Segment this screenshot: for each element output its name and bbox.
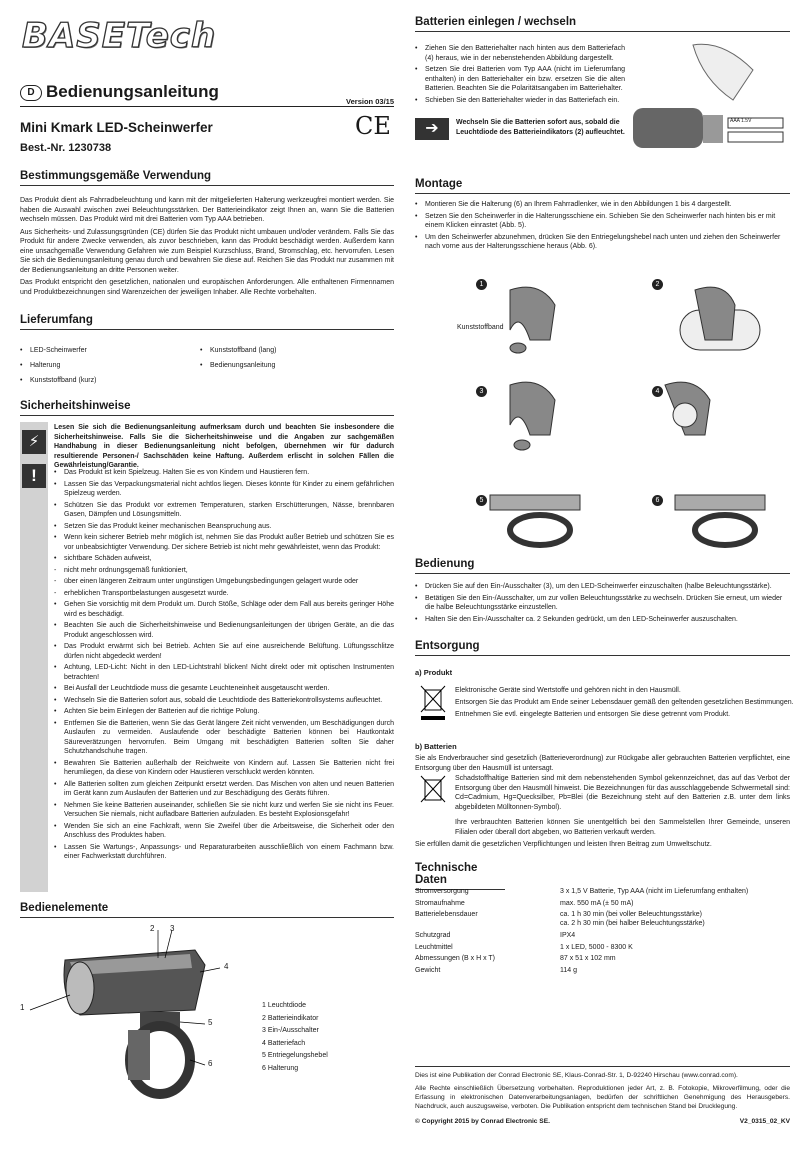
lieferumfang-list-2 — [200, 344, 380, 374]
list-item: • Kunststoffband (kurz) — [20, 374, 190, 387]
list-item: - nicht mehr ordnungsgemäß funktioniert, — [54, 566, 394, 576]
callout-6: 6 — [208, 1059, 213, 1068]
safety-sublist — [54, 554, 394, 598]
fig-number: 6 — [652, 495, 663, 506]
legend-item: 6 Halterung — [262, 1064, 299, 1072]
list-item: • Schützen Sie das Produkt vor extremen Temperaturen, starken Erschütterungen, Nässe, brennbaren Gasen, Dämpfen und Lösungsmitteln. — [54, 501, 394, 520]
section-title-batterien: Batterien einlegen / wechseln — [415, 16, 790, 32]
footer-copyright-row — [415, 1117, 790, 1126]
section-title-montage: Montage — [415, 178, 790, 194]
language-badge: D — [20, 85, 42, 101]
lieferumfang-list-1 — [20, 344, 190, 389]
battery-note: Wechseln Sie die Batterien sofort aus, sobald die Leuchtdiode des Batterieindikators (2) aufleuchtet. — [456, 119, 625, 136]
list-item: • Achtung, LED-Licht: Nicht in den LED-Lichtstrahl blicken! Nicht direkt oder mit optischen Instrumenten betrachten! — [54, 663, 394, 682]
entsorgung-b-title: b) Batterien — [415, 742, 457, 751]
mount-illustrations — [470, 280, 770, 550]
trash-bin-icon — [419, 684, 449, 724]
fig-number: 3 — [476, 386, 487, 397]
tech-key: Abmessungen (B x H x T) — [415, 955, 496, 962]
entsorgung-a-title: a) Produkt — [415, 668, 453, 677]
list-item: • Das Produkt erwärmt sich bei Betrieb. Achten Sie auf eine ausreichende Belüftung. Lüftungsschlitze dürfen nicht abgedeckt werden! — [54, 642, 394, 661]
text-line: Entsorgen Sie das Produkt am Ende seiner Lebensdauer gemäß den geltenden gesetzlichen Bestimmungen. — [455, 699, 794, 706]
list-item: • Lassen Sie Wartungs-, Anpassungs- und Reparaturarbeiten ausschließlich von einem Fachmann bzw. einer Fachwerkstatt durchführen. — [54, 843, 394, 862]
ce-mark: CE — [355, 112, 391, 140]
tech-table — [415, 888, 775, 978]
callout-4: 4 — [224, 962, 229, 971]
list-item: • Lassen Sie das Verpackungsmaterial nicht achtlos liegen. Dieses könnte für Kinder zu einem gefährlichen Spielzeug werden. — [54, 480, 394, 499]
table-row — [415, 955, 775, 967]
section-title-bestimmung: Bestimmungsgemäße Verwendung — [20, 170, 394, 186]
list-item: • LED-Scheinwerfer — [20, 344, 190, 357]
legend-item: 3 Ein-/Ausschalter — [262, 1027, 319, 1034]
tech-key: Schutzgrad — [415, 932, 451, 939]
section-title-bedienelemente: Bedienelemente — [20, 902, 394, 918]
legend-item: 4 Batteriefach — [262, 1039, 306, 1047]
safety-sidebar — [20, 422, 48, 892]
list-item: • Setzen Sie das Produkt keiner mechanischen Beanspruchung aus. — [54, 522, 394, 532]
tech-key: Stromversorgung — [415, 888, 469, 895]
list-item: • Wenden Sie sich an eine Fachkraft, wenn Sie Zweifel über die Arbeitsweise, die Sicherheit oder den Anschluss des Produktes haben. — [54, 822, 394, 841]
footer-line-2: Alle Rechte einschließlich Übersetzung vorbehalten. Reproduktionen jeder Art, z. B. Fotokopie, Mikroverfilmung, oder die Erfassung in elektronischen Datenverarbeitungsanlagen, bedürfen der schriftlichen Genehmigung des Herausgebers. Nachdruck, auch auszugsweise, verboten. Die Publikation entspricht dem technischen Stand bei Drucklegung. — [415, 1085, 790, 1110]
list-item: • Wechseln Sie die Batterien sofort aus, sobald die Leuchtdiode des Batteriekontrollsystems aufleuchtet. — [54, 696, 394, 706]
entsorgung-b-icon-text: Schadstoffhaltige Batterien sind mit dem nebenstehenden Symbol gekennzeichnet, das auf das Verbot der Entsorgung über den Hausmüll hinweist. Die Bezeichnungen für das ausschlaggebende Schwermetall sind: Cd=Cadmium, Hg=Quecksilber, Pb=Blei (die Bezeichnung steht auf den Batterien z.B. unter dem links abgebildeten Mülltonnen-Symbol). — [455, 775, 790, 811]
footer-line-1: Dies ist eine Publikation der Conrad Electronic SE, Klaus-Conrad-Str. 1, D-92240 Hirschau (www.conrad.com). — [415, 1072, 738, 1079]
tech-key: Gewicht — [415, 966, 441, 974]
list-item: • Achten Sie beim Einlegen der Batterien auf die richtige Polung. — [54, 707, 394, 717]
section-title-bedienung: Bedienung — [415, 558, 790, 574]
section-title-entsorgung: Entsorgung — [415, 640, 790, 656]
tech-value: max. 550 mA (± 50 mA) — [560, 899, 634, 907]
table-row — [415, 911, 775, 932]
copyright: © Copyright 2015 by Conrad Electronic SE. — [415, 1118, 550, 1125]
lamp-illustration — [20, 920, 260, 1100]
callout-3: 3 — [170, 924, 175, 933]
entsorgung-b-final: Sie erfüllen damit die gesetzlichen Verpflichtungen und leisten Ihren Beitrag zum Umweltschutz. — [415, 841, 712, 848]
fig-number: 2 — [652, 279, 663, 290]
sub-list-wrapper — [54, 554, 394, 598]
page-title: Bedienungsanleitung — [46, 82, 219, 101]
list-item: • Wenn kein sicherer Betrieb mehr möglich ist, nehmen Sie das Produkt außer Betrieb und schützen Sie es vor unbeabsichtigter Verwendung. Der sichere Betrieb ist nicht mehr gewährleistet, wenn das Produkt: — [54, 533, 394, 552]
list-item: - • sichtbare Schäden aufweist, — [54, 554, 394, 564]
section-title-technik: Technische Daten — [415, 862, 505, 890]
publication-footer — [415, 1066, 790, 1126]
list-item: • Nehmen Sie keine Batterien auseinander, schließen Sie sie nicht kurz und werfen Sie sie nicht ins Feuer. Versuchen Sie niemals, nicht aufladbare Batterien aufzuladen. Es besteht Explosionsgefahr! — [54, 801, 394, 820]
battery-trash-icon — [419, 774, 449, 814]
bestimmung-text — [20, 196, 394, 297]
tech-value: 3 x 1,5 V Batterie, Typ AAA (nicht im Lieferumfang enthalten) — [560, 888, 749, 895]
list-item: • Setzen Sie den Scheinwerfer in die Halterungsschiene ein. Schieben Sie den Scheinwerfer nach hinten bis er mit einem Klicken einrastet (Abb. 5). — [415, 212, 790, 231]
order-number: Best.-Nr. 1230738 — [20, 142, 112, 154]
entsorgung-b-return: Ihre verbrauchten Batterien können Sie unentgeltlich bei den Sammelstellen Ihrer Gemeinde, unseren Filialen oder überall dort abgeben, wo Batterien verkauft werden. — [455, 819, 790, 836]
battery-illustration — [633, 40, 793, 170]
list-item: • Betätigen Sie den Ein-/Ausschalter, um zur vollen Beleuchtungsstärke zu wechseln. Drücken Sie erneut, um wieder die halbe Beleuchtungsstärke einzustellen. — [415, 594, 790, 613]
product-name: Mini Kmark LED-Scheinwerfer — [20, 120, 213, 135]
callout-1: 1 — [20, 1003, 25, 1012]
table-row — [415, 944, 775, 956]
table-row — [415, 932, 775, 944]
section-title-lieferumfang: Lieferumfang — [20, 314, 394, 330]
entsorgung-a-text — [455, 685, 794, 721]
list-item: • Halten Sie den Ein-/Ausschalter ca. 2 Sekunden gedrückt, um den LED-Scheinwerfer auszuschalten. — [415, 615, 790, 625]
warning-icon: ! — [22, 464, 46, 488]
entsorgung-b-intro: Sie als Endverbraucher sind gesetzlich (Batterieverordnung) zur Rückgabe aller gebrauchten Batterien verpflichtet, eine Entsorgung über den Hausmüll ist untersagt. — [415, 755, 790, 772]
table-row — [415, 967, 775, 979]
list-item: - erheblichen Transportbelastungen ausgesetzt wurde. — [54, 589, 394, 599]
bestimmung-p2: Aus Sicherheits- und Zulassungsgründen (CE) dürfen Sie das Produkt nicht umbauen und/oder verändern. Falls Sie das Produkt für andere Zwecke verwenden, als zuvor beschrieben, kann das Produkt beschädigt werden. Außerdem kann eine unsachgemäße Verwendung Gefahren wie zum Beispiel Kurzschluss, Brand, Stromschlag, etc. hervorrufen. Lesen Sie sich die Bedienungsanleitung genau durch und bewahren Sie diese auf. Reichen Sie das Produkt nur zusammen mit der Bedienungsanleitung an dritte Personen weiter. — [20, 228, 394, 274]
tech-value: 114 g — [560, 966, 577, 974]
legend-item: 2 Batterieindikator — [262, 1014, 319, 1022]
list-item: - über einen längeren Zeitraum unter ungünstigen Umgebungsbedingungen gelagert wurde oder — [54, 577, 394, 587]
battery-label: AAA 1.5V — [730, 118, 752, 124]
list-item: • Kunststoffband (lang) — [200, 344, 380, 357]
safety-intro: Lesen Sie sich die Bedienungsanleitung aufmerksam durch und beachten Sie insbesondere die Sicherheitshinweise. Falls Sie die Sicherheitshinweise und die Angaben zur sachgemäßen Handhabung in dieser Bedienungsanleitung nicht befolgen, übernehmen wir für dadurch resultierende Personen-/ Sachschäden keine Haftung. Außerdem erlischt in solchen Fällen die Gewährleistung/Garantie. — [54, 424, 394, 469]
list-item: • Bei Ausfall der Leuchtdiode muss die gesamte Leuchteneinheit ausgetauscht werden. — [54, 684, 394, 694]
text-line: Elektronische Geräte sind Wertstoffe und gehören nicht in den Hausmüll. — [455, 687, 681, 694]
tech-key: Stromaufnahme — [415, 899, 465, 907]
bestimmung-p1: Das Produkt dient als Fahrradbeleuchtung und kann mit der mitgelieferten Halterung werkzeugfrei montiert werden. Sie haben die Auswahl zwischen zwei Beleuchtungsstärken. Der Batterieindikator zeigt Ihnen an, wann Sie die Batterien wechseln müssen. Das Produkt wird mit drei Batterien vom Typ AAA betrieben. — [20, 197, 394, 223]
list-item: • Alle Batterien sollten zum gleichen Zeitpunkt ersetzt werden. Das Mischen von alten und neuen Batterien im Gerät kann zum Auslaufen der Batterien und zur Beschädigung des Geräts führen. — [54, 780, 394, 799]
list-item: • Um den Scheinwerfer abzunehmen, drücken Sie den Entriegelungshebel nach unten und ziehen den Scheinwerfer nach vorne aus der Halterungsschiene heraus (Abb. 6). — [415, 233, 790, 252]
batterien-list — [415, 44, 625, 107]
list-item: • Beachten Sie auch die Sicherheitshinweise und Bedienungsanleitungen der übrigen Geräte, an die das Produkt angeschlossen wird. — [54, 621, 394, 640]
elements-legend — [262, 1000, 328, 1075]
electric-hazard-icon: ⚡ — [22, 430, 46, 454]
list-item: • Gehen Sie vorsichtig mit dem Produkt um. Durch Stöße, Schläge oder dem Fall aus bereits geringer Höhe wird es beschädigt. — [54, 600, 394, 619]
tech-value: IPX4 — [560, 932, 576, 939]
list-item: • Bewahren Sie Batterien außerhalb der Reichweite von Kindern auf. Lassen Sie Batterien nicht frei herumliegen, da diese von Kindern oder Haustieren verschluckt werden könnten. — [54, 759, 394, 778]
list-item: • Das Produkt ist kein Spielzeug. Halten Sie es von Kindern und Haustieren fern. — [54, 468, 394, 478]
table-row — [415, 888, 775, 900]
version-label: Version 03/15 — [346, 97, 394, 106]
tech-value: 87 x 51 x 102 mm — [560, 955, 616, 962]
callout-2: 2 — [150, 924, 155, 933]
fig-number: 1 — [476, 279, 487, 290]
fig-number: 4 — [652, 386, 663, 397]
list-item: • Entfernen Sie die Batterien, wenn Sie das Gerät längere Zeit nicht verwenden, um Beschädigungen durch Auslaufen zu vermeiden. Auslaufende oder beschädigte Batterien können bei Hautkontakt Säureverätzungen hervorrufen. Beim Umgang mit beschädigten Batterien sollten Sie daher Schutzhandschuhe tragen. — [54, 719, 394, 757]
list-item: • Schieben Sie den Batteriehalter wieder in das Batteriefach ein. — [415, 96, 625, 106]
safety-box — [20, 422, 394, 892]
table-row — [415, 900, 775, 912]
bestimmung-p3: Das Produkt entspricht den gesetzlichen, nationalen und europäischen Anforderungen. Alle enthaltenen Firmennamen und Produktbezeichnungen sind Warenzeichen der jeweiligen Inhaber. Alle Rechte vorbehalten. — [20, 279, 394, 296]
safety-list — [54, 468, 394, 864]
tech-key: Leuchtmittel — [415, 943, 453, 951]
doc-code: V2_0315_02_KV — [739, 1118, 790, 1125]
text-line: Entnehmen Sie evtl. eingelegte Batterien und entsorgen Sie diese getrennt vom Produkt. — [455, 711, 731, 718]
bedienung-list — [415, 582, 790, 626]
brand-logo: BASETech — [22, 16, 217, 56]
fig-number: 5 — [476, 495, 487, 506]
legend-item: 1 Leuchtdiode — [262, 1002, 306, 1009]
section-title-sicherheit: Sicherheitshinweise — [20, 400, 394, 416]
list-item: • Bedienungsanleitung — [200, 359, 380, 372]
callout-5: 5 — [208, 1018, 213, 1027]
list-item: • Montieren Sie die Halterung (6) an Ihrem Fahrradlenker, wie in den Abbildungen 1 bis 4 dargestellt. — [415, 200, 790, 210]
tech-value: 1 x LED, 5000 - 8300 K — [560, 943, 633, 951]
tech-value: ca. 1 h 30 min (bei voller Beleuchtungsstärke) — [560, 911, 703, 918]
list-item: • Ziehen Sie den Batteriehalter nach hinten aus dem Batteriefach (4) heraus, wie in der nebenstehenden Abbildung dargestellt. — [415, 44, 625, 63]
list-item: • Halterung — [20, 359, 190, 372]
arrow-right-icon: ➔ — [415, 118, 449, 140]
kunststoffband-label: Kunststoffband — [457, 324, 504, 331]
montage-list — [415, 200, 790, 254]
list-item: • Setzen Sie drei Batterien vom Typ AAA (nicht im Lieferumfang enthalten) in den Batteriehalter ein bzw. ersetzen Sie die alten Batterien. Beachten Sie die Polaritätsangaben im Batteriehalter. — [415, 65, 625, 94]
tech-key: Batterielebensdauer — [415, 911, 478, 918]
list-item: • Drücken Sie auf den Ein-/Ausschalter (3), um den LED-Scheinwerfer einzuschalten (halbe Beleuchtungsstärke). — [415, 582, 790, 592]
title-row — [20, 84, 394, 107]
tech-value: ca. 2 h 30 min (bei halber Beleuchtungsstärke) — [560, 920, 705, 927]
legend-item: 5 Entriegelungshebel — [262, 1052, 328, 1059]
